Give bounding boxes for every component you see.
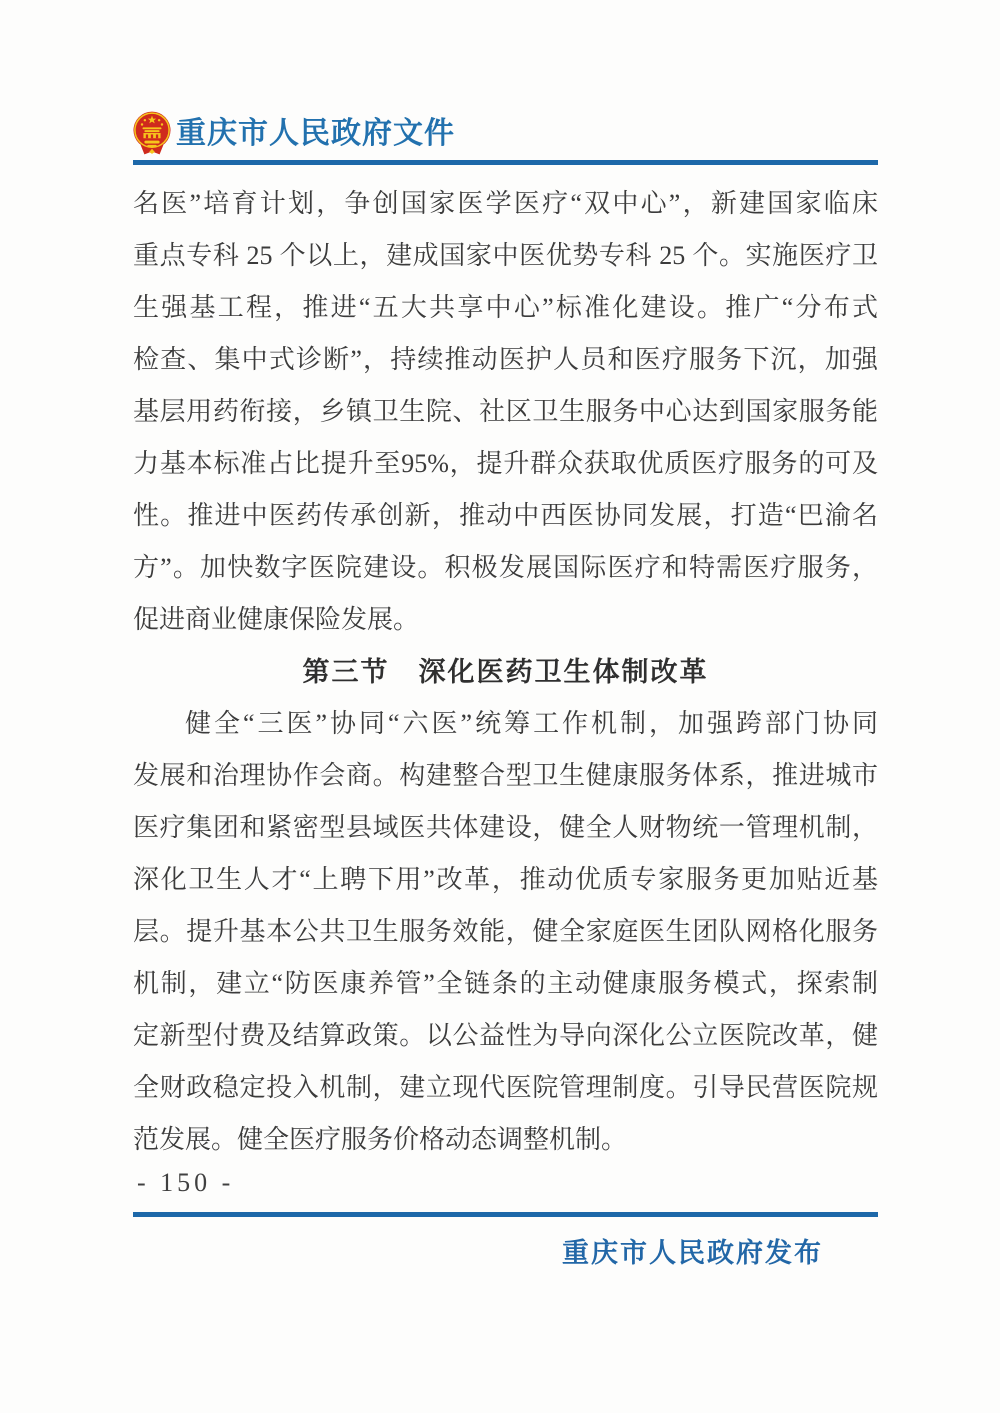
- paragraph1-line: 力基本标准占比提升至95%，提升群众获取优质医疗服务的可及: [133, 449, 878, 478]
- paragraph1-line: 生强基工程，推进“五大共享中心”标准化建设。推广“分布式: [133, 293, 878, 322]
- document-header-title: 重庆市人民政府文件: [176, 116, 455, 150]
- paragraph2-line: 范发展。健全医疗服务价格动态调整机制。: [133, 1125, 628, 1154]
- footer-divider-rule: [133, 1212, 878, 1217]
- paragraph2-line: 全财政稳定投入机制，建立现代医院管理制度。引导民营医院规: [133, 1073, 878, 1102]
- paragraph1-line: 基层用药衔接，乡镇卫生院、社区卫生服务中心达到国家服务能: [133, 397, 878, 426]
- document-body: [133, 178, 878, 1166]
- document-header: [133, 110, 878, 157]
- paragraph1-line: 名医”培育计划，争创国家医学医疗“双中心”，新建国家临床: [133, 189, 878, 218]
- paragraph1-line: 促进商业健康保险发展。: [133, 605, 420, 634]
- paragraph2-line: 定新型付费及结算政策。以公益性为导向深化公立医院改革，健: [133, 1021, 878, 1050]
- paragraph2-line: 深化卫生人才“上聘下用”改革，推动优质专家服务更加贴近基: [133, 865, 878, 894]
- national-emblem-icon: [133, 110, 171, 157]
- paragraph2-line: 医疗集团和紧密型县域医共体建设，健全人财物统一管理机制，: [133, 813, 878, 842]
- paragraph2-line: 健全“三医”协同“六医”统筹工作机制，加强跨部门协同: [185, 709, 878, 738]
- header-divider-rule: [133, 160, 878, 165]
- paragraph1-line: 重点专科 25 个以上，建成国家中医优势专科 25 个。实施医疗卫: [133, 241, 878, 270]
- section-heading: 第三节 深化医药卫生体制改革: [302, 657, 709, 687]
- publisher-label: 重庆市人民政府发布: [562, 1238, 823, 1268]
- page-number: - 150 -: [137, 1168, 235, 1197]
- paragraph1-line: 检查、集中式诊断”，持续推动医护人员和医疗服务下沉，加强: [133, 345, 878, 374]
- paragraph2-line: 机制，建立“防医康养管”全链条的主动健康服务模式，探索制: [133, 969, 878, 998]
- paragraph2-line: 层。提升基本公共卫生服务效能，健全家庭医生团队网格化服务: [133, 917, 878, 946]
- paragraph1-line: 性。推进中医药传承创新，推动中西医协同发展，打造“巴渝名: [133, 501, 878, 530]
- paragraph2-line: 发展和治理协作会商。构建整合型卫生健康服务体系，推进城市: [133, 761, 878, 790]
- paragraph1-line: 方”。加快数字医院建设。积极发展国际医疗和特需医疗服务，: [133, 553, 878, 582]
